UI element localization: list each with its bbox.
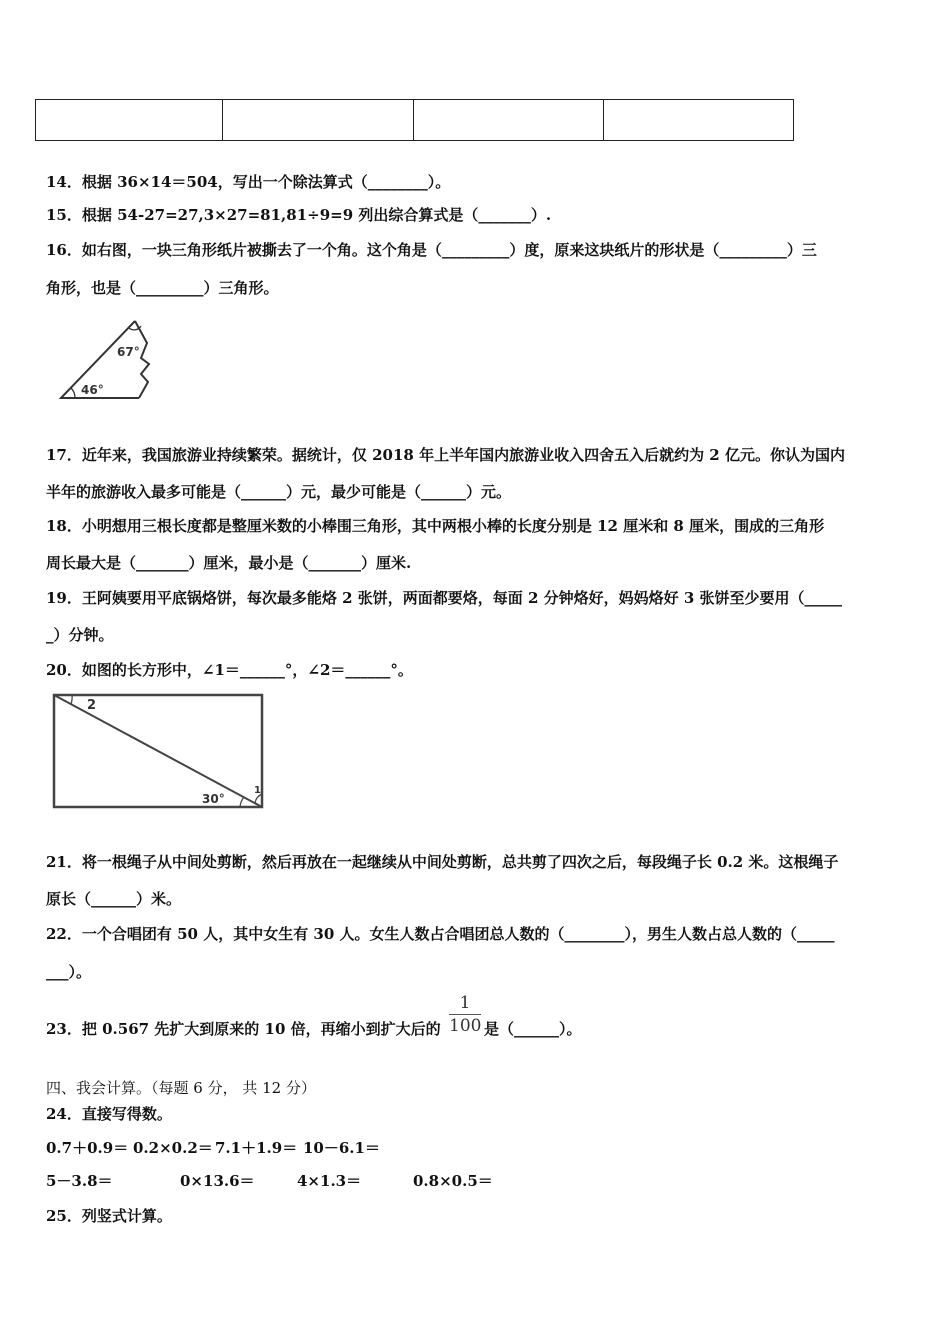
question-22-line2: ___）。 [46, 963, 92, 981]
question-25: 25．列竖式计算。 [46, 1207, 172, 1225]
answer-cell [604, 100, 794, 141]
answer-cell [223, 100, 414, 141]
torn-edge [135, 321, 149, 398]
question-22-line1: 22．一个合唱团有 50 人，其中女生有 30 人。女生人数占合唱团总人数的（________），男生人数占总人数的（_____ [46, 925, 835, 943]
angle-label-2: 2 [87, 698, 97, 713]
angle-label-46: 46° [81, 383, 104, 397]
fraction-one-hundredth [449, 993, 481, 1036]
question-17-line2: 半年的旅游收入最多可能是（______）元，最少可能是（______）元。 [46, 483, 512, 501]
angle-arc-30 [240, 797, 244, 807]
angle-arc-left [71, 388, 75, 398]
calc-item: 0×13.6＝ [180, 1172, 255, 1190]
answer-cell [36, 100, 223, 141]
question-14: 14．根据 36×14＝504，写出一个除法算式（________）。 [46, 173, 451, 191]
calc-item: 0.2×0.2＝ [133, 1139, 213, 1157]
answer-cell [414, 100, 604, 141]
rectangle-figure [50, 690, 268, 812]
question-19-line1: 19．王阿姨要用平底锅烙饼，每次最多能烙 2 张饼，两面都要烙，每面 2 分钟烙好，妈妈烙好 3 张饼至少要用（_____ [46, 589, 843, 607]
angle-arc-2 [71, 695, 72, 704]
question-18-line2: 周长最大是（_______）厘米，最小是（_______）厘米. [46, 554, 412, 572]
question-16-line1: 16．如右图，一块三角形纸片被撕去了一个角。这个角是（_________）度，原来这块纸片的形状是（_________）三 [46, 241, 817, 259]
fraction-bar [449, 1014, 481, 1015]
angle-label-1: 1 [254, 785, 261, 796]
question-19-line2: _）分钟。 [46, 626, 114, 644]
calc-item: 0.7＋0.9＝ [46, 1139, 129, 1157]
section-4-heading: 四、我会计算。（每题 6 分， 共 12 分） [46, 1079, 316, 1097]
question-23-text: 23．把 0.567 先扩大到原来的 10 倍，再缩小到扩大后的 [46, 1020, 441, 1038]
calc-item: 0.8×0.5＝ [413, 1172, 493, 1190]
question-15: 15．根据 54-27=27,3×27=81,81÷9=9 列出综合算式是（_______）. [46, 206, 552, 224]
angle-label-30: 30° [202, 792, 225, 806]
fraction-denominator: 100 [449, 1016, 482, 1036]
diagonal [54, 695, 262, 807]
question-21-line2: 原长（______）米。 [46, 890, 182, 908]
calc-item: 4×1.3＝ [297, 1172, 362, 1190]
torn-triangle-figure [55, 312, 160, 404]
angle-label-67: 67° [117, 345, 140, 359]
question-18-line1: 18．小明想用三根长度都是整厘米数的小棒围三角形，其中两根小棒的长度分别是 12 厘米和 8 厘米，围成的三角形 [46, 517, 825, 535]
calc-item: 10－6.1＝ [303, 1139, 380, 1157]
fraction-numerator: 1 [459, 993, 471, 1013]
question-23-tail: 是（______）。 [484, 1020, 582, 1038]
calc-item: 5－3.8＝ [46, 1172, 113, 1190]
question-20: 20．如图的长方形中，∠1＝______°，∠2＝______°。 [46, 661, 413, 679]
answer-table [35, 99, 794, 141]
calc-item: 7.1＋1.9＝ [215, 1139, 298, 1157]
question-17-line1: 17．近年来，我国旅游业持续繁荣。据统计，仅 2018 年上半年国内旅游业收入四舍五入后就约为 2 亿元。你认为国内 [46, 446, 845, 464]
question-24: 24．直接写得数。 [46, 1105, 172, 1123]
question-21-line1: 21．将一根绳子从中间处剪断，然后再放在一起继续从中间处剪断，总共剪了四次之后，每段绳子长 0.2 米。这根绳子 [46, 853, 839, 871]
question-16-line2: 角形，也是（_________）三角形。 [46, 279, 279, 297]
